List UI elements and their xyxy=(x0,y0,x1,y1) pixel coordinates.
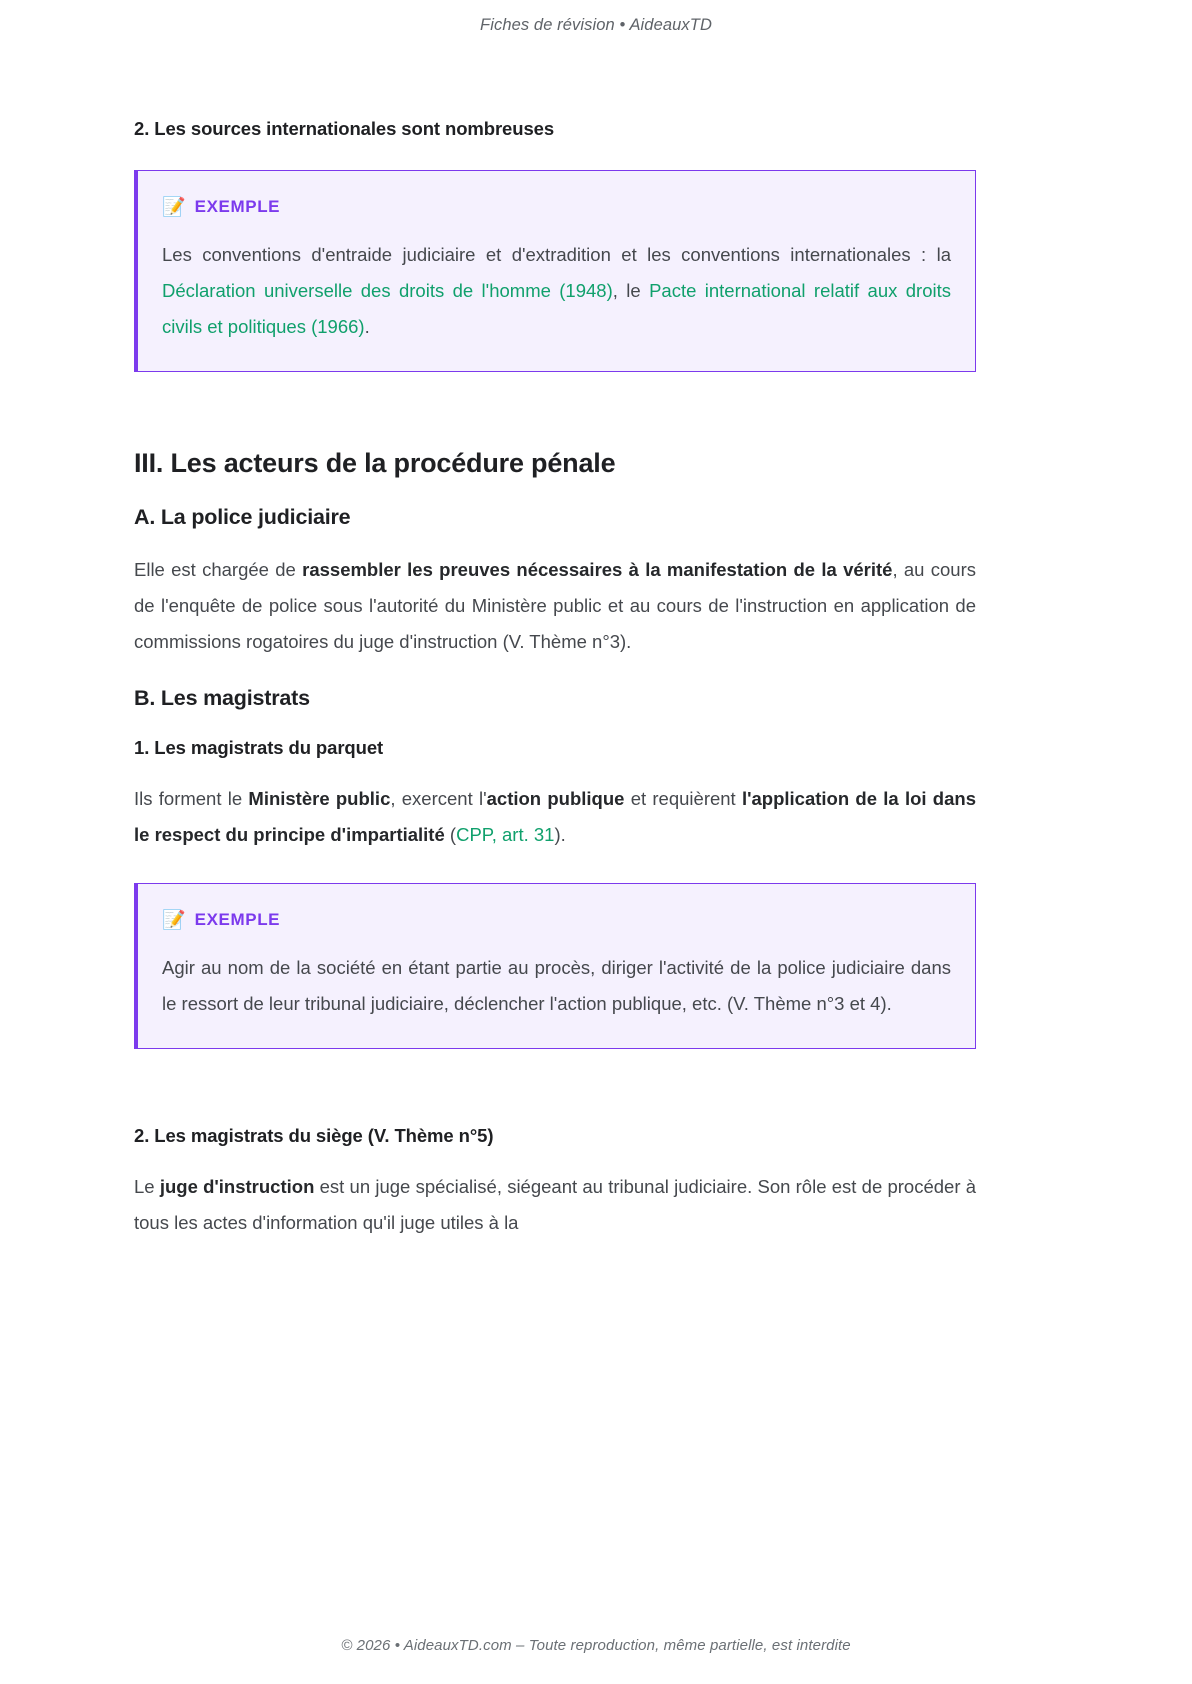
police-part2: , au cours de l'enquête de police sous l'autorité du Ministère public et au cours de l'instruction en application de commissions rogatoires du juge d'instruction (V. Thème n°3). xyxy=(134,559,976,652)
siege-bold1: juge d'instruction xyxy=(159,1176,315,1197)
parquet-bold1: Ministère public xyxy=(248,788,391,809)
paragraph-magistrats-siege xyxy=(134,1169,976,1241)
heading-magistrats: B. Les magistrats xyxy=(134,686,310,710)
document-header: Fiches de révision • AideauxTD xyxy=(480,16,712,34)
parquet-part4: ( xyxy=(444,824,457,845)
paragraph-police-judiciaire xyxy=(134,552,976,660)
parquet-part2: , exercent l' xyxy=(390,788,487,809)
callout-label-one: EXEMPLE xyxy=(194,197,281,216)
callout-one-part1: Les conventions d'entraide judiciaire et d'extradition et les conventions internationales : la xyxy=(162,244,951,265)
parquet-bold3: l'application de la loi dans le respect du principe d'impartialité xyxy=(134,788,976,845)
parquet-part3: et requièrent xyxy=(624,788,742,809)
document-footer: © 2026 • AideauxTD.com – Toute reproduction, même partielle, est interdite xyxy=(341,1637,851,1654)
paragraph-magistrats-parquet xyxy=(134,781,976,853)
parquet-bold2: action publique xyxy=(486,788,625,809)
legal-reference-declaration: Déclaration universelle des droits de l'homme (1948) xyxy=(162,280,613,301)
callout-header-two xyxy=(162,910,951,930)
callout-text-one xyxy=(162,237,951,345)
example-callout-one xyxy=(134,170,976,372)
heading-sources-internationales: 2. Les sources internationales sont nombreuses xyxy=(134,118,555,139)
callout-one-part3: . xyxy=(364,316,370,337)
callout-text-two: Agir au nom de la société en étant partie au procès, diriger l'activité de la police judiciaire dans le ressort de leur tribunal judiciaire, déclencher l'action publique, etc. (V. Thème n°3 et 4). xyxy=(162,957,951,1014)
police-bold1: rassembler les preuves nécessaires à la manifestation de la vérité xyxy=(302,559,893,580)
siege-part1: Le xyxy=(134,1176,160,1197)
memo-icon: 📝 xyxy=(162,909,186,931)
police-part1: Elle est chargée de xyxy=(134,559,303,580)
example-callout-two xyxy=(134,883,976,1049)
heading-acteurs-procedure-penale: III. Les acteurs de la procédure pénale xyxy=(134,448,616,478)
siege-part2: est un juge spécialisé, siégeant au tribunal judiciaire. Son rôle est de procéder à tous les actes d'information qu'il juge utiles à la xyxy=(134,1176,977,1233)
heading-police-judiciaire: A. La police judiciaire xyxy=(134,505,351,529)
document-content xyxy=(134,118,976,1241)
legal-reference-cpp: CPP, art. 31 xyxy=(456,824,555,845)
parquet-part1: Ils forment le xyxy=(134,788,249,809)
callout-label-two: EXEMPLE xyxy=(194,910,281,929)
heading-magistrats-parquet: 1. Les magistrats du parquet xyxy=(134,737,384,758)
heading-magistrats-siege: 2. Les magistrats du siège (V. Thème n°5) xyxy=(134,1125,494,1146)
parquet-part5: ). xyxy=(554,824,566,845)
legal-reference-pacte: Pacte international relatif aux droits civils et politiques (1966) xyxy=(162,280,951,337)
callout-one-part2: , le xyxy=(612,280,650,301)
memo-icon: 📝 xyxy=(162,196,186,218)
callout-header-one xyxy=(162,197,951,217)
